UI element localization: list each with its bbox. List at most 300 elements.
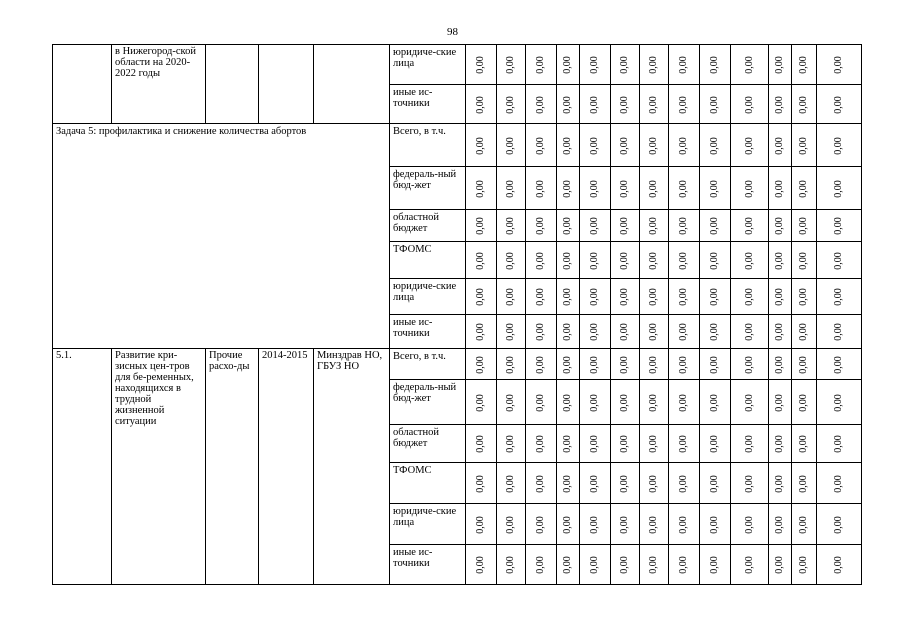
value-text: 0,00 — [535, 56, 546, 74]
value-cell — [466, 463, 497, 504]
value-text: 0,00 — [475, 56, 486, 74]
value-cell — [497, 349, 526, 380]
value-cell — [731, 85, 769, 124]
value-cell — [497, 425, 526, 463]
value-cell — [497, 545, 526, 585]
value-text: 0,00 — [619, 56, 630, 74]
value-cell — [731, 242, 769, 279]
value-cell — [557, 279, 580, 315]
value-cell — [792, 210, 817, 242]
value-text: 0,00 — [774, 95, 785, 114]
value-cell — [769, 242, 792, 279]
table-row — [53, 124, 862, 167]
value-cell — [526, 545, 557, 585]
value-cell — [669, 85, 700, 124]
value-cell — [466, 545, 497, 585]
value-cell — [640, 85, 669, 124]
value-text: 0,00 — [589, 288, 600, 306]
value-text: 0,00 — [505, 136, 516, 155]
value-text: 0,00 — [678, 251, 689, 270]
value-text: 0,00 — [678, 179, 689, 198]
value-text: 0,00 — [678, 217, 689, 235]
value-cell — [611, 210, 640, 242]
value-cell — [526, 380, 557, 425]
value-text: 0,00 — [648, 515, 659, 534]
value-cell — [526, 279, 557, 315]
value-text: 0,00 — [678, 136, 689, 155]
value-text: 0,00 — [798, 95, 809, 114]
value-cell — [466, 167, 497, 210]
value-text: 0,00 — [774, 515, 785, 534]
value-cell — [792, 349, 817, 380]
value-text: 0,00 — [589, 95, 600, 114]
value-cell — [669, 463, 700, 504]
value-cell — [669, 167, 700, 210]
value-cell — [497, 463, 526, 504]
value-text: 0,00 — [589, 515, 600, 534]
value-text: 0,00 — [535, 515, 546, 534]
value-text: 0,00 — [505, 288, 516, 306]
value-cell — [669, 279, 700, 315]
value-cell — [669, 242, 700, 279]
value-text: 0,00 — [743, 179, 755, 198]
value-text: 0,00 — [648, 288, 659, 306]
value-cell — [466, 45, 497, 85]
value-cell — [792, 279, 817, 315]
value-cell — [466, 504, 497, 545]
value-text: 0,00 — [774, 323, 785, 341]
value-text: 0,00 — [648, 179, 659, 198]
value-cell — [611, 315, 640, 349]
value-text: 0,00 — [709, 556, 720, 574]
value-text: 0,00 — [535, 95, 546, 114]
value-text: 0,00 — [678, 435, 689, 453]
value-text: 0,00 — [743, 95, 755, 114]
value-cell — [557, 210, 580, 242]
value-cell — [817, 242, 862, 279]
value-text: 0,00 — [562, 95, 573, 114]
value-cell — [611, 85, 640, 124]
value-text: 0,00 — [589, 136, 600, 155]
value-text: 0,00 — [475, 288, 486, 306]
value-cell — [669, 380, 700, 425]
value-cell — [611, 425, 640, 463]
value-text: 0,00 — [505, 95, 516, 114]
value-text: 0,00 — [774, 136, 785, 155]
value-text: 0,00 — [774, 217, 785, 235]
value-text: 0,00 — [678, 56, 689, 74]
value-text: 0,00 — [648, 474, 659, 493]
value-text: 0,00 — [619, 179, 630, 198]
value-cell — [817, 210, 862, 242]
value-cell — [640, 380, 669, 425]
value-cell — [580, 167, 611, 210]
value-cell — [700, 124, 731, 167]
value-text: 0,00 — [475, 474, 486, 493]
value-cell — [526, 210, 557, 242]
value-cell — [769, 380, 792, 425]
value-text: 0,00 — [709, 95, 720, 114]
value-text: 0,00 — [619, 95, 630, 114]
value-cell — [466, 380, 497, 425]
value-text: 0,00 — [619, 435, 630, 453]
value-text: 0,00 — [505, 435, 516, 453]
value-cell — [557, 124, 580, 167]
value-text: 0,00 — [678, 515, 689, 534]
value-text: 0,00 — [562, 251, 573, 270]
value-text: 0,00 — [589, 323, 600, 341]
value-text: 0,00 — [709, 515, 720, 534]
value-text: 0,00 — [589, 251, 600, 270]
value-cell — [817, 380, 862, 425]
value-text: 0,00 — [589, 355, 600, 374]
value-cell — [769, 349, 792, 380]
value-text: 0,00 — [619, 474, 630, 493]
value-cell — [792, 463, 817, 504]
value-cell — [466, 349, 497, 380]
value-text: 0,00 — [798, 474, 809, 493]
value-text: 0,00 — [798, 56, 809, 74]
value-cell — [557, 545, 580, 585]
value-text: 0,00 — [709, 355, 720, 374]
value-text: 0,00 — [774, 556, 785, 574]
value-text: 0,00 — [475, 435, 486, 453]
period-cell: 2014-2015 — [259, 349, 314, 585]
value-text: 0,00 — [678, 355, 689, 374]
value-text: 0,00 — [709, 56, 720, 74]
value-text: 0,00 — [535, 251, 546, 270]
value-text: 0,00 — [648, 323, 659, 341]
value-cell — [731, 124, 769, 167]
value-text: 0,00 — [475, 393, 486, 412]
value-cell — [557, 463, 580, 504]
number-cell: 5.1. — [53, 349, 112, 585]
table-row — [53, 45, 862, 85]
value-text: 0,00 — [648, 56, 659, 74]
value-text: 0,00 — [798, 136, 809, 155]
budget-table — [52, 44, 862, 585]
value-text: 0,00 — [743, 515, 755, 534]
value-text: 0,00 — [833, 136, 844, 155]
value-text: 0,00 — [589, 474, 600, 493]
value-cell — [526, 425, 557, 463]
value-cell — [466, 242, 497, 279]
value-cell — [466, 425, 497, 463]
value-text: 0,00 — [709, 288, 720, 306]
value-text: 0,00 — [648, 136, 659, 155]
value-text: 0,00 — [648, 251, 659, 270]
source-cell: Всего, в т.ч. — [390, 349, 466, 380]
page-number: 98 — [447, 26, 458, 38]
value-cell — [669, 315, 700, 349]
value-text: 0,00 — [743, 355, 755, 374]
value-cell — [817, 124, 862, 167]
value-text: 0,00 — [798, 288, 809, 306]
value-text: 0,00 — [709, 474, 720, 493]
value-text: 0,00 — [774, 56, 785, 74]
source-cell: иные ис-точники — [390, 315, 466, 349]
value-cell — [497, 242, 526, 279]
value-text: 0,00 — [619, 323, 630, 341]
value-text: 0,00 — [774, 355, 785, 374]
value-cell — [731, 504, 769, 545]
source-cell: ТФОМС — [390, 242, 466, 279]
value-cell — [640, 124, 669, 167]
value-text: 0,00 — [678, 288, 689, 306]
value-cell — [497, 210, 526, 242]
value-text: 0,00 — [619, 355, 630, 374]
value-cell — [700, 279, 731, 315]
value-cell — [526, 167, 557, 210]
value-text: 0,00 — [774, 393, 785, 412]
value-text: 0,00 — [475, 251, 486, 270]
value-text: 0,00 — [562, 474, 573, 493]
value-text: 0,00 — [798, 556, 809, 574]
value-cell — [700, 242, 731, 279]
value-cell — [466, 279, 497, 315]
value-cell — [792, 504, 817, 545]
value-text: 0,00 — [589, 435, 600, 453]
value-cell — [731, 349, 769, 380]
value-cell — [700, 167, 731, 210]
value-cell — [669, 124, 700, 167]
value-cell — [669, 45, 700, 85]
value-cell — [817, 45, 862, 85]
value-cell — [580, 545, 611, 585]
value-cell — [580, 279, 611, 315]
value-text: 0,00 — [505, 217, 516, 235]
value-cell — [817, 504, 862, 545]
value-cell — [640, 425, 669, 463]
value-text: 0,00 — [833, 435, 844, 453]
value-text: 0,00 — [619, 136, 630, 155]
source-cell: Всего, в т.ч. — [390, 124, 466, 167]
value-text: 0,00 — [619, 393, 630, 412]
value-cell — [611, 545, 640, 585]
value-text: 0,00 — [678, 95, 689, 114]
value-text: 0,00 — [743, 393, 755, 412]
value-cell — [669, 210, 700, 242]
value-cell — [817, 463, 862, 504]
value-text: 0,00 — [475, 179, 486, 198]
value-cell — [792, 315, 817, 349]
value-cell — [731, 380, 769, 425]
value-text: 0,00 — [709, 217, 720, 235]
value-text: 0,00 — [798, 515, 809, 534]
value-text: 0,00 — [774, 474, 785, 493]
value-text: 0,00 — [678, 323, 689, 341]
value-cell — [669, 504, 700, 545]
value-text: 0,00 — [535, 435, 546, 453]
value-cell — [611, 242, 640, 279]
value-cell — [700, 349, 731, 380]
value-cell — [700, 85, 731, 124]
value-text: 0,00 — [648, 435, 659, 453]
value-cell — [669, 425, 700, 463]
value-text: 0,00 — [709, 435, 720, 453]
value-text: 0,00 — [475, 136, 486, 155]
value-cell — [557, 349, 580, 380]
value-cell — [580, 124, 611, 167]
value-text: 0,00 — [505, 515, 516, 534]
value-text: 0,00 — [562, 355, 573, 374]
source-cell: федераль-ный бюд-жет — [390, 167, 466, 210]
value-text: 0,00 — [743, 474, 755, 493]
value-text: 0,00 — [535, 217, 546, 235]
value-cell — [817, 279, 862, 315]
value-cell — [497, 124, 526, 167]
value-cell — [792, 380, 817, 425]
value-text: 0,00 — [562, 179, 573, 198]
value-cell — [557, 167, 580, 210]
value-text: 0,00 — [589, 179, 600, 198]
value-cell — [700, 315, 731, 349]
value-text: 0,00 — [678, 556, 689, 574]
value-cell — [497, 279, 526, 315]
source-cell: областной бюджет — [390, 210, 466, 242]
value-cell — [526, 315, 557, 349]
value-cell — [497, 85, 526, 124]
number-cell — [53, 45, 112, 124]
value-text: 0,00 — [535, 393, 546, 412]
value-cell — [611, 463, 640, 504]
name-cell: в Нижегород-ской области на 2020-2022 годы — [112, 45, 206, 124]
value-text: 0,00 — [619, 556, 630, 574]
value-cell — [640, 463, 669, 504]
value-text: 0,00 — [562, 136, 573, 155]
value-text: 0,00 — [743, 435, 755, 453]
value-text: 0,00 — [833, 556, 844, 574]
value-text: 0,00 — [475, 515, 486, 534]
value-text: 0,00 — [648, 393, 659, 412]
value-cell — [640, 210, 669, 242]
value-text: 0,00 — [562, 515, 573, 534]
value-cell — [769, 210, 792, 242]
value-text: 0,00 — [619, 217, 630, 235]
value-text: 0,00 — [619, 288, 630, 306]
value-cell — [817, 85, 862, 124]
value-cell — [817, 349, 862, 380]
value-cell — [769, 425, 792, 463]
value-text: 0,00 — [743, 56, 755, 74]
value-cell — [817, 315, 862, 349]
name-cell: Развитие кри-зисных цен-тров для бе-ременных, находящихся в трудной жизненной ситуации — [112, 349, 206, 585]
value-text: 0,00 — [562, 217, 573, 235]
value-cell — [557, 380, 580, 425]
value-cell — [700, 463, 731, 504]
value-cell — [640, 349, 669, 380]
value-cell — [700, 210, 731, 242]
value-text: 0,00 — [833, 288, 844, 306]
source-cell: юридиче-ские лица — [390, 45, 466, 85]
value-cell — [466, 85, 497, 124]
value-cell — [700, 545, 731, 585]
value-cell — [769, 463, 792, 504]
source-cell: иные ис-точники — [390, 85, 466, 124]
value-text: 0,00 — [798, 323, 809, 341]
source-cell: юридиче-ские лица — [390, 279, 466, 315]
value-text: 0,00 — [562, 393, 573, 412]
value-cell — [769, 279, 792, 315]
value-cell — [700, 504, 731, 545]
value-text: 0,00 — [798, 355, 809, 374]
value-cell — [640, 545, 669, 585]
value-text: 0,00 — [774, 288, 785, 306]
value-text: 0,00 — [648, 556, 659, 574]
value-cell — [669, 545, 700, 585]
value-text: 0,00 — [833, 179, 844, 198]
value-text: 0,00 — [619, 515, 630, 534]
value-cell — [817, 425, 862, 463]
value-cell — [792, 545, 817, 585]
value-cell — [700, 425, 731, 463]
value-cell — [497, 380, 526, 425]
category-cell — [206, 45, 259, 124]
value-cell — [611, 380, 640, 425]
value-text: 0,00 — [774, 435, 785, 453]
value-text: 0,00 — [833, 251, 844, 270]
value-cell — [769, 167, 792, 210]
value-cell — [580, 242, 611, 279]
value-text: 0,00 — [743, 136, 755, 155]
value-cell — [557, 504, 580, 545]
value-cell — [731, 463, 769, 504]
value-cell — [640, 279, 669, 315]
value-text: 0,00 — [505, 323, 516, 341]
value-cell — [580, 45, 611, 85]
value-cell — [526, 124, 557, 167]
value-text: 0,00 — [833, 95, 844, 114]
value-cell — [669, 349, 700, 380]
value-text: 0,00 — [709, 323, 720, 341]
value-text: 0,00 — [475, 217, 486, 235]
value-cell — [731, 45, 769, 85]
value-cell — [526, 85, 557, 124]
value-text: 0,00 — [709, 393, 720, 412]
value-text: 0,00 — [743, 288, 755, 306]
source-cell: федераль-ный бюд-жет — [390, 380, 466, 425]
value-text: 0,00 — [833, 515, 844, 534]
value-cell — [817, 167, 862, 210]
value-text: 0,00 — [833, 355, 844, 374]
value-text: 0,00 — [648, 355, 659, 374]
value-text: 0,00 — [562, 56, 573, 74]
value-cell — [580, 463, 611, 504]
value-text: 0,00 — [535, 288, 546, 306]
value-cell — [580, 380, 611, 425]
value-text: 0,00 — [798, 251, 809, 270]
value-cell — [466, 124, 497, 167]
value-text: 0,00 — [505, 56, 516, 74]
value-cell — [611, 124, 640, 167]
value-cell — [731, 425, 769, 463]
value-text: 0,00 — [535, 556, 546, 574]
value-cell — [557, 85, 580, 124]
source-cell: ТФОМС — [390, 463, 466, 504]
value-text: 0,00 — [648, 217, 659, 235]
value-text: 0,00 — [475, 556, 486, 574]
value-cell — [526, 504, 557, 545]
value-text: 0,00 — [743, 323, 755, 341]
value-cell — [792, 85, 817, 124]
value-cell — [731, 545, 769, 585]
value-text: 0,00 — [743, 251, 755, 270]
value-cell — [769, 45, 792, 85]
value-cell — [769, 545, 792, 585]
value-text: 0,00 — [475, 355, 486, 374]
value-text: 0,00 — [589, 217, 600, 235]
value-cell — [580, 315, 611, 349]
